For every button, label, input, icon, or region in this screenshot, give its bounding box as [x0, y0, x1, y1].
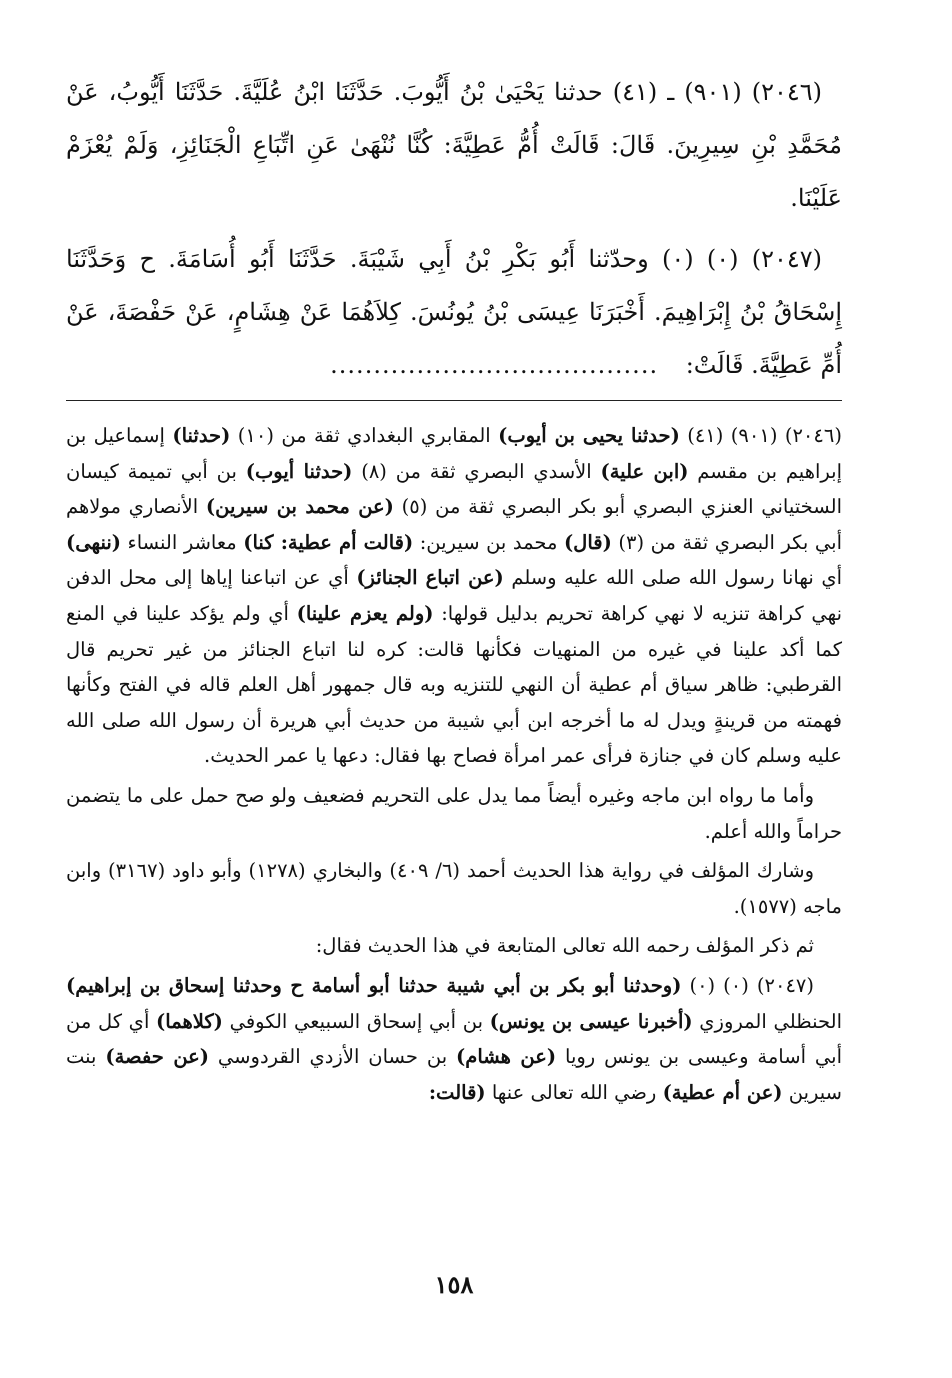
bold-seg: (وحدثنا أبو بكر بن أبي شيبة حدثنا أبو أسامة ح وحدثنا إسحاق بن إبراهيم): [66, 973, 682, 997]
hadith-text-section: [66, 66, 842, 392]
seg: الأسدي البصري ثقة من (٨): [352, 459, 601, 483]
seg: (٢٠٤٦) (٩٠١) (٤١): [679, 424, 842, 447]
seg: بنت سيرين: [66, 1045, 842, 1104]
bold-seg: (قالت أم عطية: كنا): [243, 530, 414, 554]
commentary-paragraph-1: [66, 418, 842, 774]
seg: محمد بن سيرين:: [413, 530, 564, 554]
commentary-section: [66, 418, 842, 1114]
seg: بن أبي إسحاق السبيعي الكوفي: [222, 1009, 490, 1033]
commentary-paragraph-5: [66, 968, 842, 1110]
seg: بن أبي تميمة كيسان السختياني العنزي البصري أبو بكر البصري ثقة من (٥): [66, 459, 842, 519]
bold-seg: (حدثنا أيوب): [245, 459, 353, 483]
bold-seg: (كلاهما): [156, 1009, 223, 1033]
seg: بن حسان الأزدي القردوسي: [209, 1045, 457, 1069]
seg: المقابري البغدادي ثقة من (١٠): [230, 424, 499, 447]
bold-seg: (ابن علية): [600, 459, 689, 483]
seg: رضي الله تعالى عنها: [485, 1080, 663, 1104]
book-page: [66, 66, 842, 1346]
seg: الحنظلي المروزي: [692, 1009, 842, 1033]
page-number: ١٥٨: [434, 1270, 474, 1299]
seg: أي ولم يؤكد علينا في المنع كما أكد علينا في غيره من المنهيات فكأنها قالت: كره لنا اتباع الجنائز من غير تحريم قال القرطبي: ظاهر سياق أم عطية أن النهي للتنزيه وبه قال جمهور أهل العلم قاله في الفتح وكأنها فهمته من قرينةٍ ويدل له ما أخرجه ابن أبي شيبة من حديث أبي هريرة أن رسول الله صلى الله عليه وسلم كان في جنازة فرأى عمر امرأة فصاح بها فقال: دعها يا عمر الحديث.: [66, 601, 842, 768]
bold-seg: (أخبرنا عيسى بن يونس): [489, 1009, 693, 1033]
bold-seg: (عن اتباع الجنائز): [356, 566, 504, 590]
hadith-2046: [66, 66, 842, 225]
seg: أي نهانا رسول الله صلى الله عليه وسلم: [503, 566, 842, 590]
seg: أي عن اتباعنا إياها إلى محل الدفن نهي كراهة تنزيه لا نهي كراهة تحريم بدليل قولها:: [66, 566, 842, 625]
bold-seg: (عن حفصة): [105, 1045, 210, 1069]
bold-seg: (عن هشام): [456, 1045, 557, 1069]
seg: (٢٠٤٧) (٠) (٠): [681, 973, 815, 997]
bold-seg: (حدثنا يحيى بن أيوب): [498, 424, 680, 447]
bold-seg: (قال): [563, 530, 612, 554]
bold-seg: (ننهى): [66, 530, 122, 554]
commentary-paragraph-4: ثم ذكر المؤلف رحمه الله تعالى المتابعة في هذا الحديث فقال:: [315, 934, 814, 958]
seg: أي كل من أبي أسامة وعيسى بن يونس رويا: [66, 1009, 842, 1069]
hadith-2046-text: (٢٠٤٦) (٩٠١) ـ (٤١) حدثنا يَحْيَىٰ بْنُ أَيُّوبَ. حَدَّثَنَا ابْنُ عُلَيَّةَ. حَدَّثَنَا أَيُّوبُ، عَنْ مُحَمَّدِ بْنِ سِيرِينَ. قَالَ: قَالَتْ أُمُّ عَطِيَّةَ: كُنَّا نُنْهَىٰ عَنِ اتِّبَاعِ الْجَنَائِزِ، وَلَمْ يُعْزَمْ عَلَيْنَا.: [66, 78, 842, 212]
seg: معاشر النساء: [121, 530, 244, 554]
hadith-2047-text: (٢٠٤٧) (٠) (٠) وحدّثنا أَبُو بَكْرِ بْنُ أَبِي شَيْبَةَ. حَدَّثَنَا أَبُو أُسَامَةَ. ح وَحَدَّثَنَا إِسْحَاقُ بْنُ إِبْرَاهِيمَ. أَخْبَرَنَا عِيسَى بْنُ يُونُسَ. كِلاَهُمَا عَنْ هِشَامٍ، عَنْ حَفْصَةَ، عَنْ أُمِّ عَطِيَّةَ. قَالَتْ:: [66, 245, 842, 379]
commentary-paragraph-2: وأما ما رواه ابن ماجه وغيره أيضاً مما يدل على التحريم فضعيف ولو صح حمل على ما يتضمن حراماً والله أعلم.: [66, 783, 842, 843]
ellipsis-dots: ......................................: [330, 351, 659, 379]
bold-seg: (حدثنا): [172, 424, 231, 447]
section-divider: [66, 400, 842, 401]
seg: إسماعيل بن إبراهيم بن مقسم: [66, 424, 842, 483]
bold-seg: (عن أم عطية): [662, 1080, 783, 1104]
bold-seg: (عن محمد بن سيرين): [205, 495, 394, 519]
seg: الأنصاري مولاهم أبي بكر البصري ثقة من (٣): [66, 495, 842, 554]
hadith-2047: [66, 233, 842, 392]
commentary-paragraph-3: وشارك المؤلف في رواية هذا الحديث أحمد (٦/ ٤٠٩) والبخاري (١٢٧٨) وأبو داود (٣١٦٧) وابن ماجه (١٥٧٧).: [66, 859, 842, 918]
bold-seg: (قالت:: [428, 1080, 486, 1104]
bold-seg: (ولم يعزم علينا): [296, 601, 434, 625]
